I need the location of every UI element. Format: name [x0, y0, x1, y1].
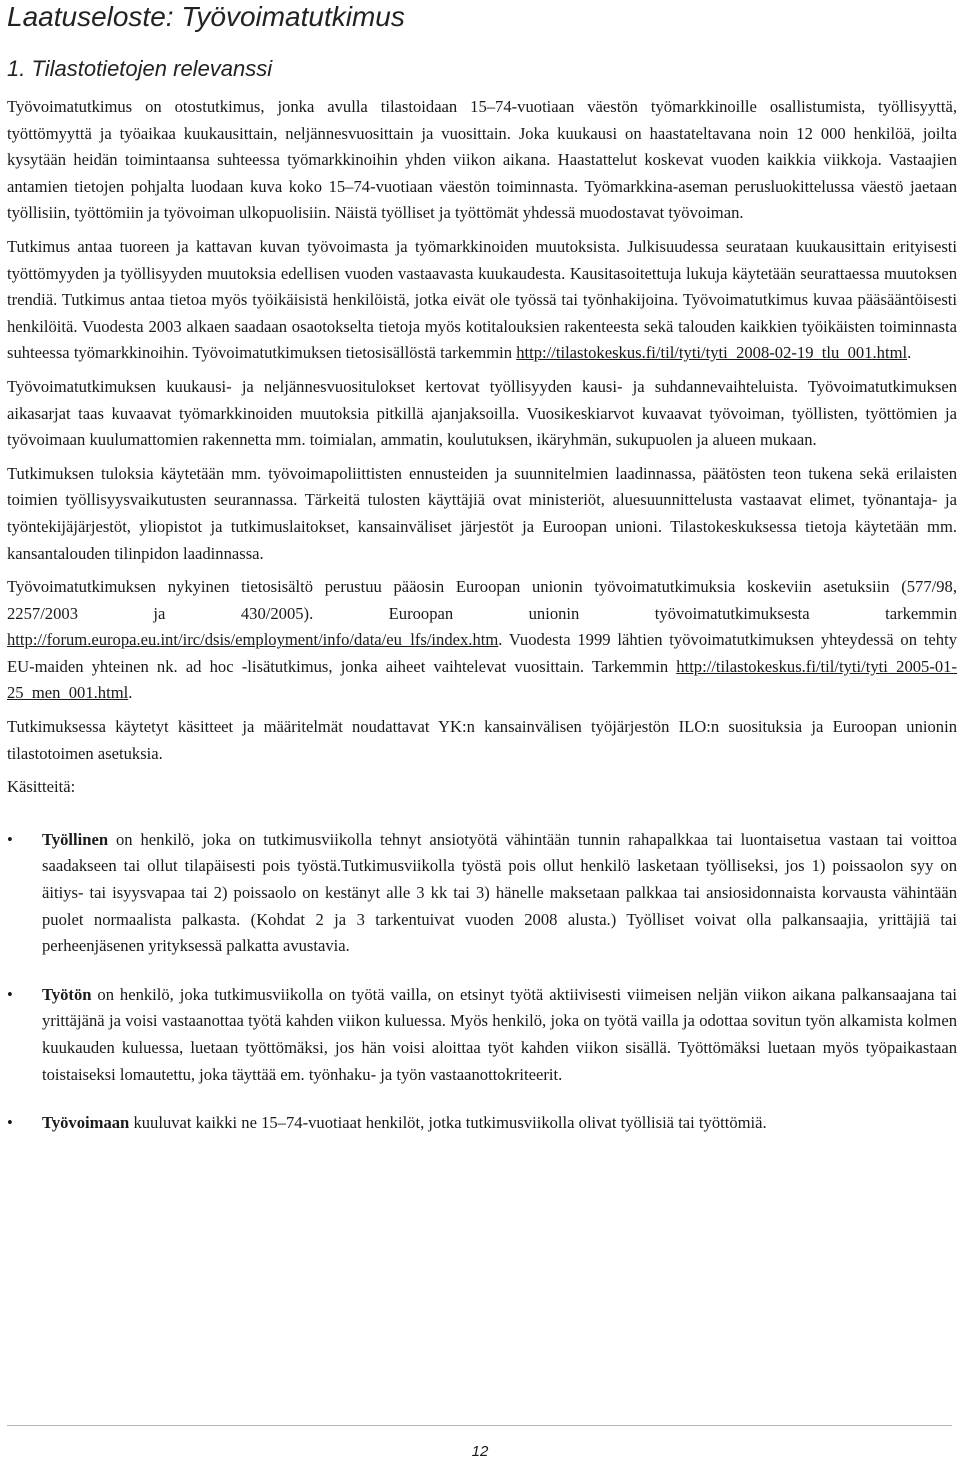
document-body: [7, 94, 957, 1159]
definition-term: Työtön: [42, 984, 92, 1004]
link-tyti-2005[interactable]: http://tilastokeskus.fi/til/tyti/tyti_2005-01-25_men_001.html: [7, 656, 957, 703]
definition-term: Työllinen: [42, 829, 109, 849]
paragraph-text: Tutkimus antaa tuoreen ja kattavan kuvan työvoimasta ja työmarkkinoiden muutoksista. Julkisuudessa seurataan kuukausittain erityisesti työttömyyden ja työllisyyden muutoksia edellisen vuoden vastaavasta kuukaudesta. Kausitasoitettuja lukuja käytetään seurattaessa muutoksen trendiä. Tutkimus antaa tietoa myös työikäisistä henkilöistä, jotka eivät ole työssä tai työnhakijoina. Työvoimatutkimus kuvaa pääsääntöisesti henkilöitä. Vuodesta 2003 alkaen saadaan osaotokselta tietoja myös kotitalouksien rakenteesta sekä talouden kaikkien työikäisten toiminnasta suhteessa työmarkkinoihin. Työvoimatutkimuksen tietosisällöstä tarkemmin: [7, 236, 957, 363]
paragraph-end: .: [128, 683, 133, 703]
paragraph-uses-of-survey: [7, 234, 957, 367]
definition-item-unemployed: [7, 982, 957, 1088]
definition-list: [7, 827, 957, 1137]
definition-text: kuuluvat kaikki ne 15–74-vuotiaat henkilöt, jotka tutkimusviikolla olivat työllisiä tai työttömiä.: [133, 1113, 767, 1133]
paragraph-ilo-definitions: Tutkimuksessa käytetyt käsitteet ja määritelmät noudattavat YK:n kansainvälisen työjärjestön ILO:n suosituksia ja Euroopan unionin tilastotoimen asetuksia.: [7, 717, 957, 763]
section-heading: 1. Tilastotietojen relevanssi: [7, 56, 273, 81]
footer-divider: [7, 1425, 952, 1426]
bullet-icon: •: [7, 829, 13, 849]
paragraph-eu-regulations: [7, 574, 957, 707]
paragraph-text: . Vuodesta 1999 lähtien työvoimatutkimuksen yhteydessä on tehty EU-maiden yhteinen nk. ad hoc -lisätutkimus, jonka aiheet vaihtelevat vuosittain. Tarkemmin: [7, 630, 957, 676]
concepts-label: Käsitteitä:: [7, 777, 76, 797]
paragraph-overview: Työvoimatutkimus on otostutkimus, jonka avulla tilastoidaan 15–74-vuotiaan väestön työmarkkinoille osallistumista, työllisyyttä, työttömyyttä ja työaikaa kuukausittain, neljännesvuosittain ja vuosittain. Joka kuukausi on haastateltavana noin 12 000 henkilöä, joilta kysytään heidän toimintaansa suhteessa työmarkkinoihin yhden viikon aikana. Haastattelut koskevat vuoden kaikkia viikkoja. Vastaajien antamien tietojen pohjalta luodaan kuva koko 15–74-vuotiaan väestön toiminnasta. Työmarkkina-aseman perusluokittelussa väestö jaetaan työllisiin, työttömiin ja työvoiman ulkopuolisiin. Näistä työlliset ja työttömät yhdessä muodostavat työvoiman.: [7, 97, 957, 223]
paragraph-result-users: Tutkimuksen tuloksia käytetään mm. työvoimapoliittisten ennusteiden ja suunnitelmien laadinnassa, päätösten teon tukena sekä erilaisten toimien työllisyysvaikutusten seurannassa. Tärkeitä tulosten käyttäjiä ovat ministeriöt, aluesuunnittelusta vastaavat elimet, työnantaja- ja työntekijäjärjestöt, yliopistot ja tutkimuslaitokset, kansainväliset järjestöt ja Euroopan unioni. Tilastokeskuksessa tietoja käytetään mm. kansantalouden tilinpidon laadinnassa.: [7, 463, 957, 563]
page-number: 12: [471, 1443, 489, 1460]
definition-text: on henkilö, joka tutkimusviikolla on työtä vailla, on etsinyt työtä aktiivisesti viimeisen neljän viikon aikana palkansaajana tai yrittäjänä ja voisi vastaanottaa työtä kahden viikon kuluessa. Myös henkilö, joka on työtä vailla ja odottaa sovitun työn alkamista kolmen kuukauden kuluessa, luetaan työttömäksi, jos hän voisi aloittaa työt kahden viikon sisällä. Työttömäksi luetaan myös työpaikastaan toistaiseksi lomautettu, joka täyttää em. työnhaku- ja työn vastaanottokriteerit.: [42, 984, 957, 1084]
link-eu-lfs[interactable]: http://forum.europa.eu.int/irc/dsis/employment/info/data/eu_lfs/index.htm: [7, 630, 499, 650]
definition-item-labour-force: [7, 1110, 957, 1137]
definition-term: Työvoimaan: [42, 1113, 130, 1133]
document-title: Laatuseloste: Työvoimatutkimus: [7, 1, 405, 32]
link-tyti-2008[interactable]: http://tilastokeskus.fi/til/tyti/tyti_2008-02-19_tlu_001.html: [516, 343, 908, 363]
bullet-icon: •: [7, 984, 13, 1004]
paragraph-results-variation: Työvoimatutkimuksen kuukausi- ja neljännesvuositulokset kertovat työllisyyden kausi- ja suhdannevaihteluista. Työvoimatutkimuksen aikasarjat taas kuvaavat työmarkkinoiden muutoksia pitkillä ajanjaksoilla. Vuosikeskiarvot kuvaavat työvoiman, työllisten, työttömien ja työvoimaan kuulumattomien rakennetta mm. toimialan, ammatin, koulutuksen, ikäryhmän, sukupuolen ja alueen mukaan.: [7, 376, 957, 450]
paragraph-end: .: [907, 343, 912, 363]
bullet-icon: •: [7, 1113, 13, 1133]
definition-item-employed: [7, 827, 957, 960]
paragraph-text: Työvoimatutkimuksen nykyinen tietosisältö perustuu pääosin Euroopan unionin työvoimatutkimuksia koskeviin asetuksiin (577/98, 2257/2003 ja 430/2005). Euroopan unionin työvoimatutkimuksesta tarkemmin: [7, 577, 957, 623]
definition-text: on henkilö, joka on tutkimusviikolla tehnyt ansiotyötä vähintään tunnin rahapalkkaa tai luontaisetua vastaan tai voittoa saadakseen tai ollut tilapäisesti pois työstä.Tutkimusviikolla työstä pois ollut henkilö lasketaan työlliseksi, jos 1) poissaolon syy on äitiys- tai isyysvapaa tai 2) poissaolo on kestänyt alle 3 kk tai 3) hänelle maksetaan palkkaa tai ansiosidonnaista korvausta vähintään puolet normaalista palkasta. (Kohdat 2 ja 3 tarkentuivat vuoden 2008 alusta.) Työlliset voivat olla palkansaajia, yrittäjiä tai perheenjäsenen yrityksessä palkatta avustavia.: [42, 829, 957, 956]
